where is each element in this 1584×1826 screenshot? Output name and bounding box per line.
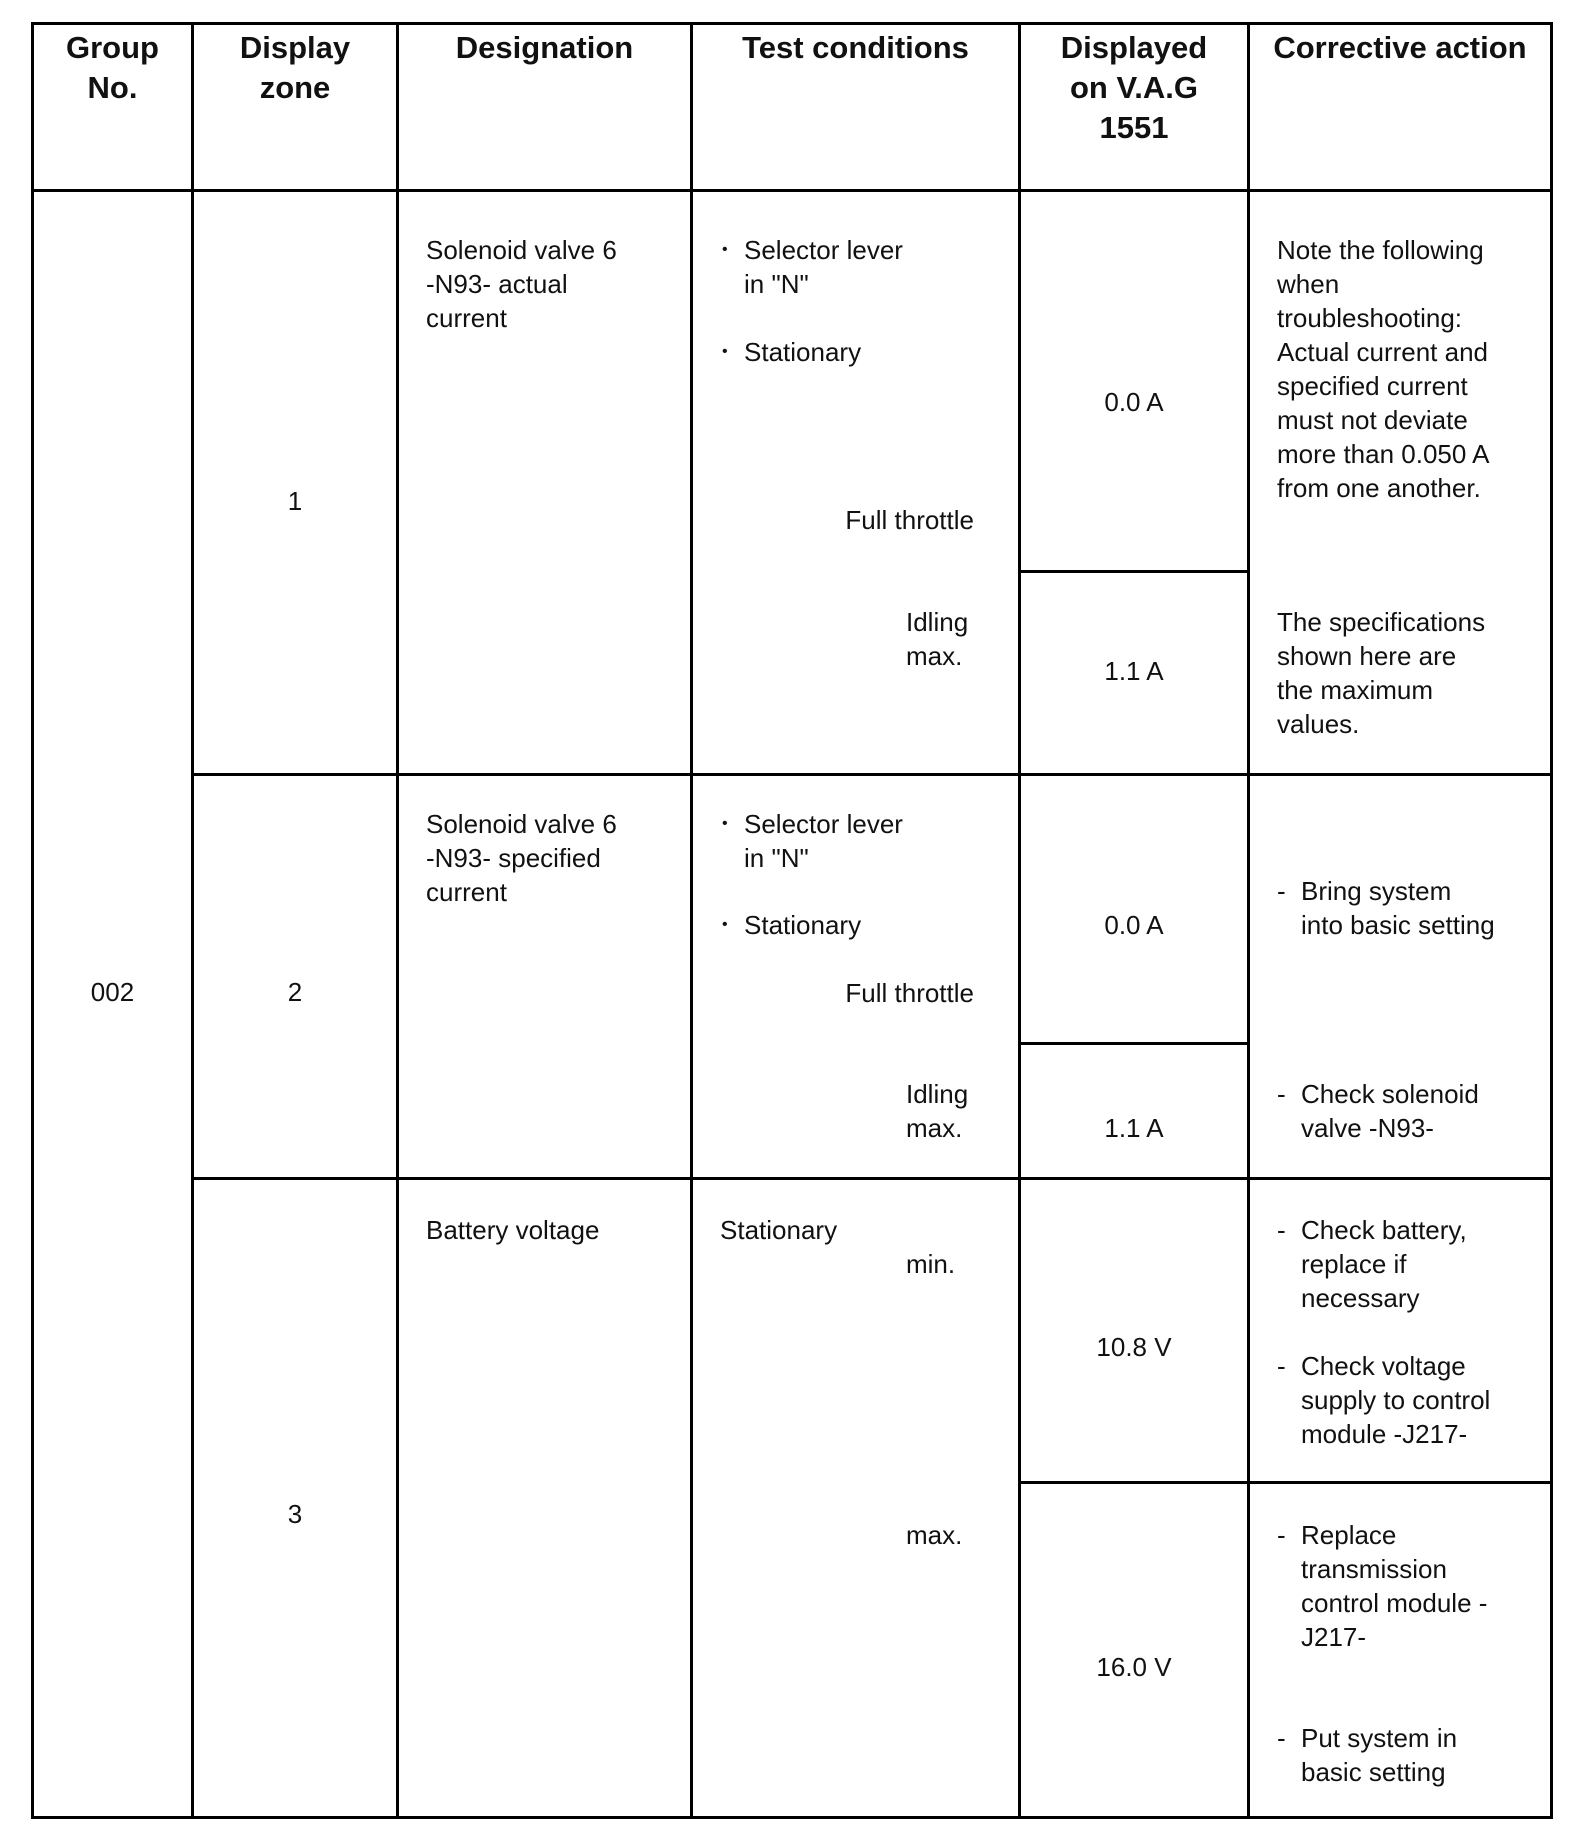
zone-2-condition-full-throttle: Full throttle [845,978,974,1008]
col-divider-3 [690,22,693,1819]
zone-1-designation: Solenoid valve 6 -N93- actual current [426,235,617,333]
col-divider-5 [1247,22,1250,1819]
corrective-replace-control-module: - Replace transmission control module - J217- [1301,1518,1487,1654]
zone-3-condition-max: max. [906,1520,963,1550]
group-number: 002 [90,977,135,1007]
header-corrective-action: Corrective action [1273,30,1527,65]
zone3-value-action-divider [1018,1481,1553,1484]
zone-1-condition-full-throttle: Full throttle [845,505,974,535]
zone-3-number: 3 [287,1499,303,1529]
corrective-put-basic-setting: - Put system in basic setting [1301,1721,1457,1789]
zone-2-condition-selector-lever: • Selector lever in "N" [744,807,903,875]
corrective-specifications: The specifications shown here are the maximum values. [1277,607,1486,739]
zone-3-condition-min: min. [906,1249,956,1279]
header-designation: Designation [455,30,634,65]
table-border-top [31,22,1553,25]
zone1-value-divider [1018,570,1247,573]
zone-1-condition-idling-max: Idling max. [906,607,969,671]
zone-3-value-max: 16.0 V [1096,1652,1172,1682]
zone-1-number: 1 [287,486,303,516]
col-divider-2 [396,22,399,1819]
header-test-conditions: Test conditions [742,30,969,65]
corrective-check-voltage-supply: - Check voltage supply to control module -J217- [1301,1349,1490,1451]
zone-1-condition-stationary: • Stationary [744,335,861,369]
zone-1-value-max: 1.1 A [1104,656,1164,686]
zone-3-condition-stationary: Stationary [720,1215,838,1245]
zone-3-designation: Battery voltage [426,1215,600,1245]
zone-1-value-min: 0.0 A [1104,387,1164,417]
header-display-zone: Display zone [239,30,351,105]
zone-2-value-min: 0.0 A [1104,910,1164,940]
zone-2-value-max: 1.1 A [1104,1113,1164,1143]
corrective-check-solenoid-valve: - Check solenoid valve -N93- [1301,1077,1479,1145]
table-border-bottom [31,1816,1553,1819]
zone-2-condition-idling-max: Idling max. [906,1079,969,1143]
zone-2-designation: Solenoid valve 6 -N93- specified current [426,809,617,907]
zone2-value-divider [1018,1042,1247,1045]
corrective-note: Note the following when troubleshooting: Actual current and specified current must not deviate more than 0.050 A from one another. [1277,235,1490,503]
header-displayed: Displayed on V.A.G 1551 [1060,30,1208,145]
corrective-check-battery: - Check battery, replace if necessary [1301,1213,1467,1315]
corrective-bring-basic-setting: - Bring system into basic setting [1301,874,1495,942]
table-border-left [31,22,34,1819]
zone-3-value-min: 10.8 V [1096,1332,1172,1362]
header-group-no: Group No. [66,30,159,105]
zone-2-number: 2 [287,977,303,1007]
zone-1-condition-selector-lever: • Selector lever in "N" [744,233,903,301]
table-border-right [1550,22,1553,1819]
col-divider-1 [191,22,194,1819]
header-divider [31,189,1553,192]
zone-2-condition-stationary: • Stationary [744,908,861,942]
